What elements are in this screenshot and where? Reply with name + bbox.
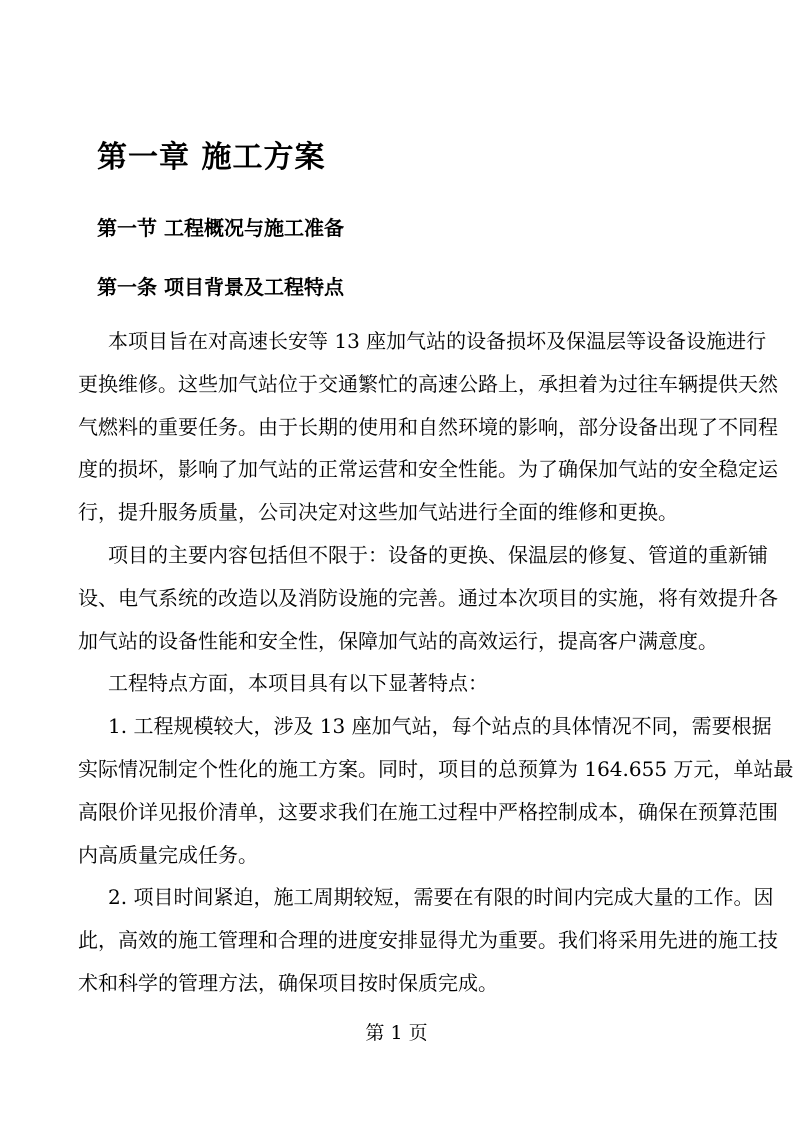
- paragraph-line: 此，高效的施工管理和合理的进度安排显得尤为重要。我们将采用先进的施工技: [78, 928, 778, 953]
- paragraph-line: 行，提升服务质量，公司决定对这些加气站进行全面的维修和更换。: [78, 500, 678, 525]
- paragraph-line: 内高质量完成任务。: [78, 842, 258, 867]
- paragraph-line: 术和科学的管理方法，确保项目按时保质完成。: [78, 970, 498, 995]
- paragraph-line: 工程特点方面，本项目具有以下显著特点：: [108, 671, 488, 696]
- paragraph-line: 1. 工程规模较大，涉及 13 座加气站，每个站点的具体情况不同，需要根据: [108, 714, 772, 739]
- paragraph-line: 高限价详见报价清单，这要求我们在施工过程中严格控制成本，确保在预算范围: [78, 799, 778, 824]
- paragraph-line: 更换维修。这些加气站位于交通繁忙的高速公路上，承担着为过往车辆提供天然: [78, 371, 778, 396]
- paragraph: [78, 320, 778, 534]
- paragraph-line: 加气站的设备性能和安全性，保障加气站的高效运行，提高客户满意度。: [78, 628, 718, 653]
- paragraph-line: 本项目旨在对高速长安等 13 座加气站的设备损坏及保温层等设备设施进行: [108, 329, 767, 353]
- chapter-title: 第一章 施工方案: [97, 140, 326, 175]
- paragraph: [78, 876, 778, 1004]
- paragraph-line: 2. 项目时间紧迫，施工周期较短，需要在有限的时间内完成大量的工作。因: [108, 885, 774, 910]
- paragraph: [78, 662, 719, 705]
- paragraph: [78, 705, 793, 876]
- paragraph-line: 项目的主要内容包括但不限于：设备的更换、保温层的修复、管道的重新铺: [108, 542, 768, 567]
- page-number: 第 1 页: [365, 1022, 428, 1044]
- document-body: [78, 320, 793, 1005]
- paragraph-line: 气燃料的重要任务。由于长期的使用和自然环境的影响，部分设备出现了不同程: [78, 414, 778, 439]
- article-title: 第一条 项目背景及工程特点: [97, 275, 344, 299]
- section-title: 第一节 工程概况与施工准备: [97, 216, 344, 240]
- paragraph: [78, 534, 778, 662]
- paragraph-line: 度的损坏，影响了加气站的正常运营和安全性能。为了确保加气站的安全稳定运: [78, 457, 778, 482]
- paragraph-line: 设、电气系统的改造以及消防设施的完善。通过本次项目的实施，将有效提升各: [78, 585, 778, 610]
- paragraph-line: 实际情况制定个性化的施工方案。同时，项目的总预算为 164.655 万元，单站最: [78, 756, 793, 781]
